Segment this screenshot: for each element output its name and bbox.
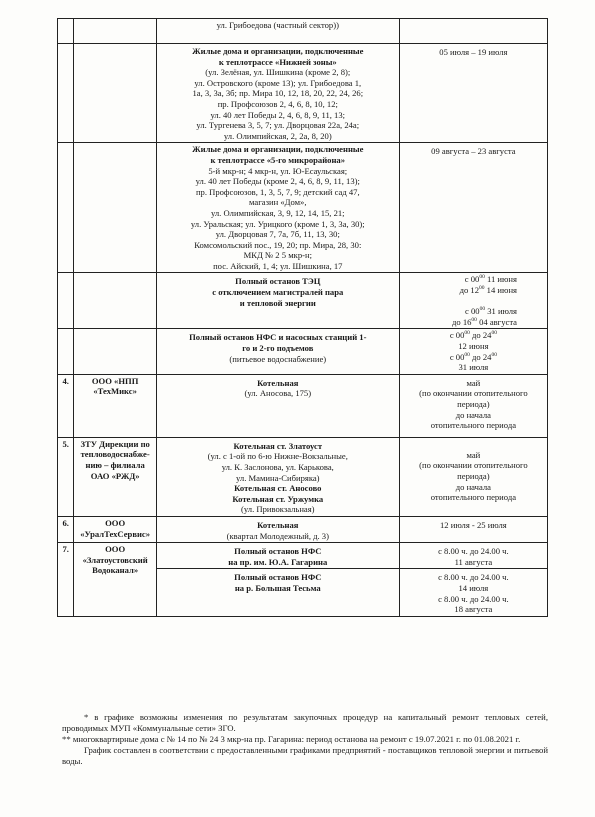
- period-text: до начала: [455, 409, 491, 420]
- object-title: Полный останов НФС: [234, 572, 322, 583]
- period-text: периода): [457, 399, 490, 409]
- object-cell: [156, 374, 399, 437]
- period-text: с 8.00 ч. до 24.00 ч.: [438, 546, 509, 557]
- object-cell: [156, 569, 399, 616]
- organization-name: тепловодоснабже-: [80, 449, 150, 460]
- address-line: ул. Грибоедова (частный сектор)): [216, 20, 339, 30]
- organization-name: ОАО «РЖД»: [90, 470, 140, 481]
- footnotes: [62, 712, 548, 767]
- schedule-line: с $00^{00}$ до $24^{00}$: [449, 351, 497, 362]
- period-cell: [399, 543, 547, 569]
- organization-name: нию – филиала: [85, 459, 145, 470]
- schedule-line: 31 июля: [458, 362, 489, 373]
- row-number: 5.: [58, 437, 74, 516]
- address-line: 1а, 3, 3а, 3б; пр. Мира 10, 12, 18, 20, 22, 24, 26;: [192, 88, 364, 99]
- object-title: Котельная: [257, 519, 299, 530]
- row-number: 7.: [58, 543, 74, 617]
- address-line: ул. Тургенева 3, 5, 7; ул. Дворцовая 22а, 24а;: [196, 120, 360, 131]
- object-title: и тепловой энергии: [239, 297, 316, 308]
- period-text: (по окончании отопительного: [419, 460, 528, 471]
- object-cell: [156, 273, 399, 329]
- address-line: (ул. Зелёная, ул. Шишкина (кроме 2, 8);: [205, 67, 351, 78]
- schedule-line: с $00^{00}$ 11 июня: [464, 274, 517, 285]
- address-line: (ул. Аносова, 175): [244, 388, 312, 399]
- object-cell: [156, 329, 399, 374]
- address-line: ул. Уральская; ул. Урицкого (кроме 1, 3, 3а, 30);: [190, 218, 365, 229]
- row-number: 4.: [58, 374, 74, 437]
- organization-cell: [74, 516, 156, 542]
- organization-name: ООО: [105, 517, 126, 528]
- table-row: [58, 143, 548, 273]
- period-text: отопительного периода: [430, 420, 517, 431]
- period-text: (по окончании отопительного: [419, 388, 528, 399]
- address-line: (ул. с 1-ой по 6-ю Нижне-Вокзальные,: [207, 451, 348, 462]
- address-line: пр. Профсоюзов 2, 4, 6, 8, 10, 12;: [217, 98, 338, 109]
- period-text: 11 августа: [454, 556, 493, 567]
- object-title: Жилые дома и организации, подключенные: [192, 46, 364, 56]
- schedule-line: с $00^{00}$ до $24^{00}$: [449, 330, 497, 341]
- table-row: [58, 273, 548, 329]
- organization-name: «ТехМикс»: [93, 386, 137, 397]
- table-row: [58, 374, 548, 437]
- period-text: отопительного периода: [430, 492, 517, 503]
- object-title: Полный останов ТЭЦ: [235, 276, 321, 287]
- object-title: Котельная: [257, 377, 299, 388]
- address-line: 5-й мкр-н; 4 мкр-н, ул. Ю-Есаульская;: [208, 165, 348, 176]
- table-row: [58, 437, 548, 516]
- organization-name: «УралТехСервис»: [80, 528, 151, 539]
- schedule-line: до $16^{00}$ 04 августа: [452, 316, 517, 327]
- address-line: Комсомольский пос., 19, 20; пр. Мира, 28, 30:: [194, 239, 362, 250]
- object-cell: [156, 543, 399, 569]
- organization-name: ООО «НПП: [91, 375, 139, 386]
- object-title: на р. Большая Тесьма: [234, 582, 321, 593]
- address-line: ул. Олимпийская, 2, 2а, 8, 20): [223, 130, 332, 141]
- footnote-3: График составлен в соответствии с предоставленными графиками предприятий - поставщиков тепловой энергии и питьевой воды.: [62, 745, 548, 766]
- period-cell: [399, 516, 547, 542]
- object-cell: [156, 143, 399, 273]
- schedule-line: 12 июня: [458, 341, 489, 352]
- address-cell: [156, 19, 399, 44]
- object-title: на пр. им. Ю.А. Гагарина: [228, 556, 328, 567]
- period-text: 05 июля – 19 июля: [439, 47, 508, 57]
- address-line: ул. Дворцовая 7, 7а, 7б, 11, 13, 30;: [215, 229, 340, 240]
- table-row: [58, 516, 548, 542]
- object-title: Полный останов НФС: [234, 546, 322, 557]
- object-title: Котельная ст. Уржумка: [232, 493, 324, 504]
- organization-cell: [74, 437, 156, 516]
- schedule-table: [57, 18, 548, 617]
- organization-cell: [74, 374, 156, 437]
- object-title: к теплотрассе «5-го микрорайона»: [210, 154, 346, 165]
- address-line: (ул. Привокзальная): [241, 504, 315, 515]
- period-cell: [399, 437, 547, 516]
- address-line: пр. Профсоюзов, 1, 3, 5, 7, 9; детский сад 47,: [195, 186, 360, 197]
- address-line: (квартал Молодежный, д. 3): [226, 530, 329, 541]
- period-cell: [399, 329, 547, 374]
- address-line: пос. Айский, 1, 4; ул. Шишкина, 17: [213, 260, 343, 271]
- organization-name: ЗТУ Дирекции по: [80, 438, 150, 449]
- period-cell: [399, 374, 547, 437]
- organization-name: Водоканал»: [92, 565, 139, 576]
- footnote-1: * в графике возможны изменения по результатам закупочных процедур на капитальный ремонт тепловых сетей, проводимых МУП «Коммунальные сети» ЗГО.: [62, 712, 548, 733]
- object-title: го и 2-го подъемов: [242, 343, 314, 354]
- period-text: май: [466, 377, 481, 388]
- period-text: до начала: [455, 481, 491, 492]
- address-line: ул. Олимпийская, 3, 9, 12, 14, 15, 21;: [210, 207, 345, 218]
- table-row: [58, 329, 548, 374]
- object-title: Жилые дома и организации, подключенные: [192, 144, 364, 155]
- period-cell: [399, 273, 547, 329]
- period-text: с 8.00 ч. до 24.00 ч.: [438, 593, 509, 604]
- object-title: Котельная ст. Златоуст: [233, 440, 323, 451]
- organization-name: ООО: [105, 544, 126, 555]
- address-line: МКД № 2 5 мкр-н;: [243, 250, 312, 261]
- schedule-spacer: [402, 296, 517, 307]
- object-title: к теплотрассе «Нижней зоны»: [218, 56, 337, 67]
- period-cell: [399, 143, 547, 273]
- address-line: магазин «Дом»,: [249, 197, 307, 208]
- period-text: 12 июля - 25 июля: [440, 519, 507, 530]
- period-text: май: [466, 449, 481, 460]
- address-line: ул. К. Заслонова, ул. Карькова,: [221, 461, 334, 472]
- footnote-2: ** многоквартирные дома с № 14 по № 24 3 мкр-на пр. Гагарина: период останова на ремонт с 19.07.2021 г. по 01.08.2021 г.: [62, 734, 521, 744]
- table-row: [58, 19, 548, 44]
- period-text: 18 августа: [454, 604, 493, 615]
- row-number: 6.: [58, 516, 74, 542]
- address-line: ул. 40 лет Победы 2, 4, 6, 8, 9, 11, 13;: [210, 109, 346, 120]
- object-cell: [156, 516, 399, 542]
- schedule-line: с $00^{00}$ 31 июля: [465, 306, 517, 317]
- organization-cell: [74, 543, 156, 617]
- address-line: (питьевое водоснабжение): [229, 353, 327, 364]
- address-line: ул. 40 лет Победы (кроме 2, 4, 6, 8, 9, 11, 13);: [195, 176, 360, 187]
- period-cell: [399, 44, 547, 143]
- address-line: ул. Мамина-Сибиряка): [236, 472, 320, 483]
- organization-name: «Златоустовский: [82, 554, 148, 565]
- schedule-line: до $12^{00}$ 14 июня: [459, 285, 517, 296]
- period-cell: [399, 569, 547, 616]
- object-cell: [156, 44, 399, 143]
- period-text: 09 августа – 23 августа: [431, 146, 516, 157]
- table-row: [58, 543, 548, 569]
- period-text: с 8.00 ч. до 24.00 ч.: [438, 572, 509, 583]
- address-line: ул. Островского (кроме 13); ул. Грибоедова 1,: [194, 77, 362, 88]
- period-text: 14 июля: [458, 582, 489, 593]
- table-row: [58, 44, 548, 143]
- object-title: Котельная ст. Аносово: [234, 483, 322, 494]
- object-title: с отключением магистралей пара: [212, 287, 344, 298]
- object-title: Полный останов НФС и насосных станций 1-: [189, 332, 367, 343]
- period-text: периода): [457, 470, 490, 481]
- object-cell: [156, 437, 399, 516]
